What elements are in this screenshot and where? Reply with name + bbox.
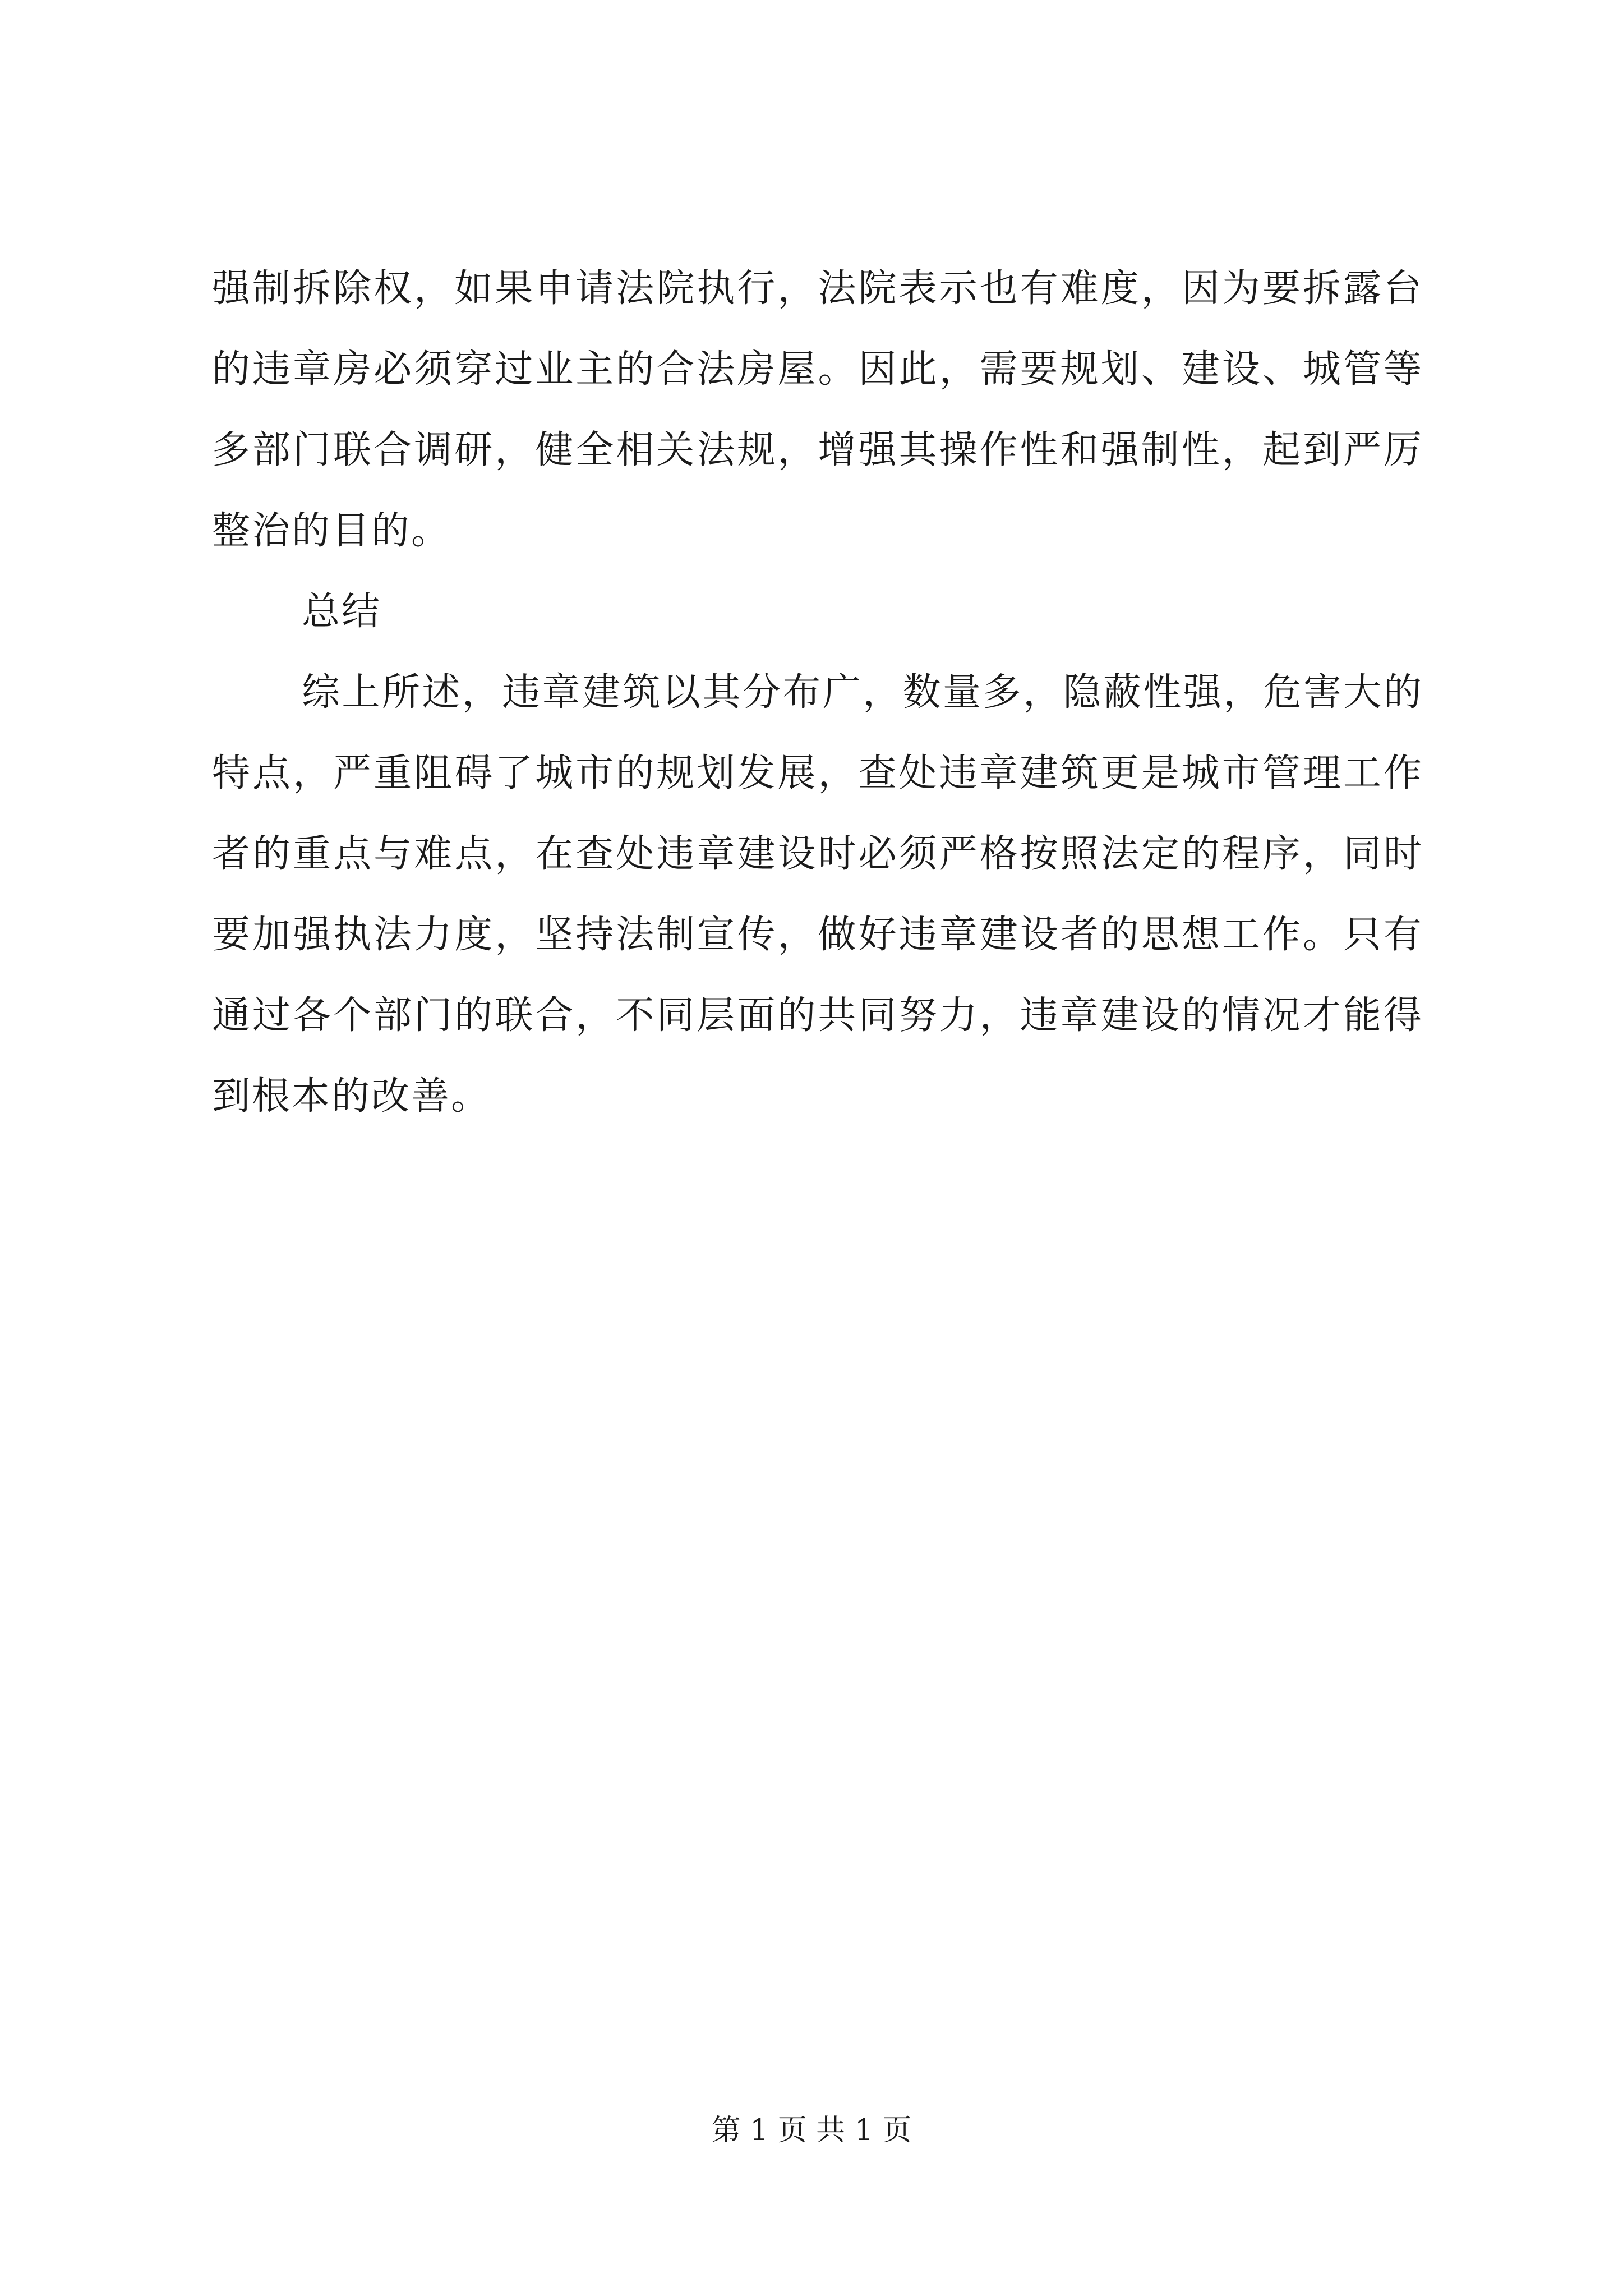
paragraph-continuation: 强制拆除权，如果申请法院执行，法院表示也有难度，因为要拆露台的违章房必须穿过业主的合法房屋。因此，需要规划、建设、城管等多部门联合调研，健全相关法规，增强其操作性和强制性，起到严厉整治的目的。 (212, 266, 1423, 553)
paragraph-summary: 综上所述，违章建筑以其分布广，数量多，隐蔽性强，危害大的特点，严重阻碍了城市的规划发展，查处违章建筑更是城市管理工作者的重点与难点，在查处违章建设时必须严格按照法定的程序，同时要加强执法力度，坚持法制宣传，做好违章建设者的思想工作。只有通过各个部门的联合，不同层面的共同努力，违章建设的情况才能得到根本的改善。 (212, 670, 1423, 1119)
page-number-footer: 第 1 页 共 1 页 (711, 2114, 912, 2147)
section-heading-summary: 总结 (302, 590, 382, 634)
document-body (212, 249, 1423, 1137)
